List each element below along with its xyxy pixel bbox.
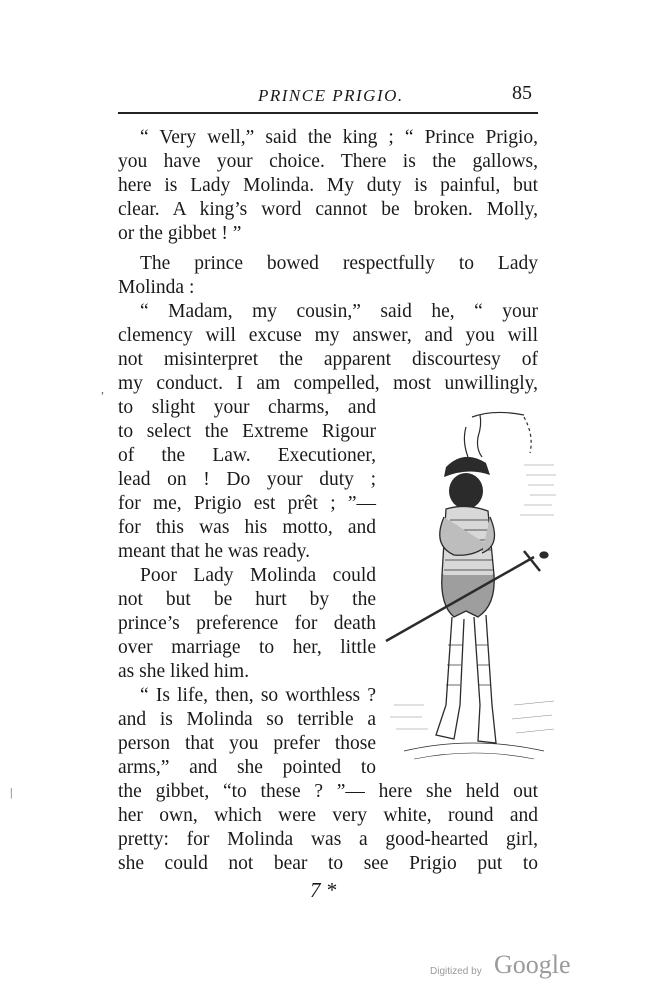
digitized-watermark [430,948,590,988]
text-line-9: clemency will excuse my answer, and you will [118,325,538,346]
text-line-26: person that you prefer those [118,733,376,754]
text-line-18: meant that he was ready. [118,541,311,562]
executioner-illustration [384,405,560,775]
text-line-29: her own, which were very white, round and [118,805,538,826]
page-number: 85 [512,82,532,104]
page-header [118,78,538,114]
text-line-23: as she liked him. [118,661,250,682]
text-line-8: “ Madam, my cousin,” said he, “ your [140,301,538,322]
text-line-4: clear. A king’s word cannot be broken. Molly, [118,199,538,220]
text-line-21: prince’s preference for death [118,613,376,634]
text-line-31: she could not bear to see Prigio put to [118,853,538,874]
text-line-30: pretty: for Molinda was a good-hearted girl, [118,829,538,850]
text-line-2: you have your choice. There is the gallows, [118,151,538,172]
text-line-11: my conduct. I am compelled, most unwillingly, [118,373,538,394]
text-line-15: lead on ! Do your duty ; [118,469,376,490]
text-line-24: “ Is life, then, so worthless ? [140,685,376,706]
margin-mark-left: , [101,382,104,396]
text-line-6: The prince bowed respectfully to Lady [140,253,538,274]
watermark-prefix: Digitized by [430,966,482,977]
text-line-27: arms,” and she pointed to [118,757,376,778]
text-line-16: for me, Prigio est prêt ; ”— [118,493,376,514]
text-line-5: or the gibbet ! ” [118,223,242,244]
text-line-20: not but be hurt by the [118,589,376,610]
text-line-28: the gibbet, “to these ? ”— here she held out [118,781,538,802]
text-line-3: here is Lady Molinda. My duty is painful, but [118,175,538,196]
running-title: PRINCE PRIGIO. [258,86,404,105]
text-line-22: over marriage to her, little [118,637,376,658]
margin-mark-left-2: | [10,785,13,799]
text-line-1: “ Very well,” said the king ; “ Prince Prigio, [140,127,538,148]
text-line-12: to slight your charms, and [118,397,376,418]
text-line-13: to select the Extreme Rigour [118,421,376,442]
text-line-17: for this was his motto, and [118,517,376,538]
text-line-14: of the Law. Executioner, [118,445,376,466]
text-line-10: not misinterpret the apparent discourtesy of [118,349,538,370]
text-line-25: and is Molinda so terrible a [118,709,376,730]
watermark-brand: Google [494,950,571,979]
signature-mark: 7 * [310,878,337,902]
text-line-7: Molinda : [118,277,195,298]
text-line-19: Poor Lady Molinda could [140,565,376,586]
